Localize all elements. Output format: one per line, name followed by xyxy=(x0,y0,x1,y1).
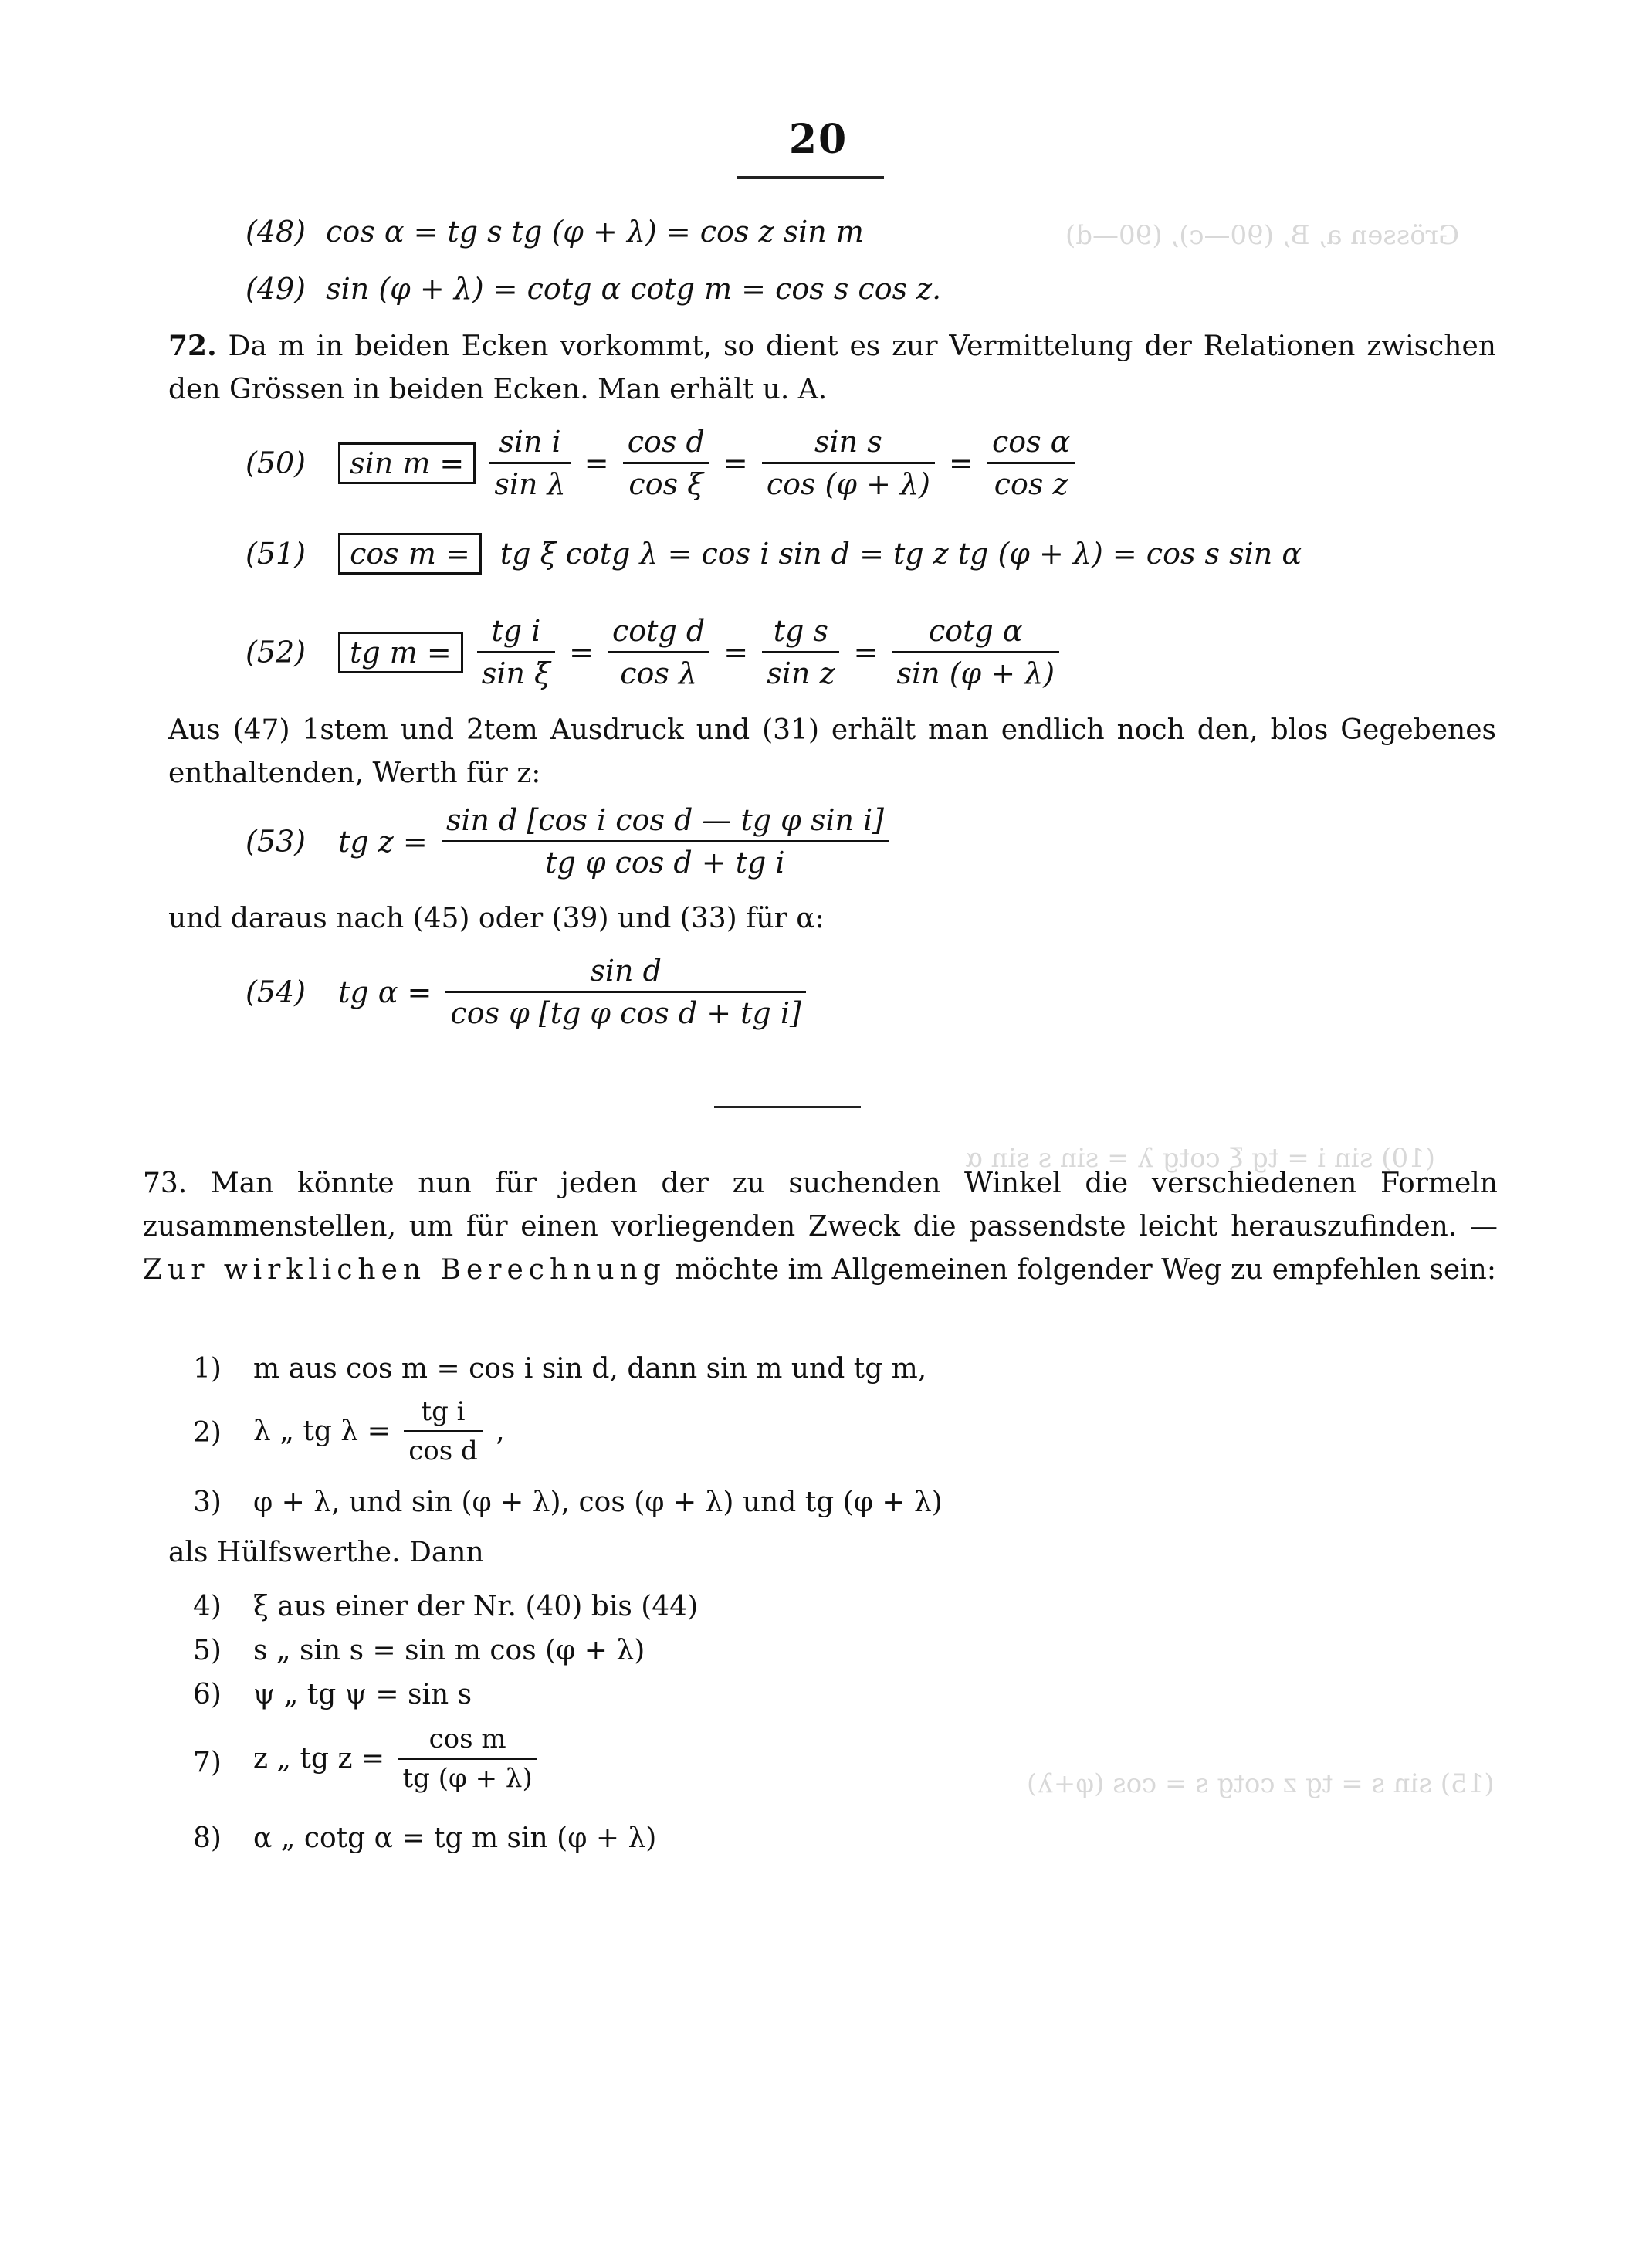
formula-lhs: tg α = xyxy=(338,975,432,1009)
formula-48 xyxy=(246,215,864,249)
section-73 xyxy=(143,1162,1498,1292)
fraction: $\frac{\text{cos d}}{\text{cos ξ}}$ xyxy=(623,425,709,501)
formula-number: (50) xyxy=(246,446,306,480)
bleed-through-text: Grössen a, B, (90—c), (90—d) xyxy=(1065,220,1460,251)
formula-number: (52) xyxy=(246,635,306,670)
fraction: $\frac{\text{sin d [cos i cos d — tg φ sin i]}}{\text{tg φ cos d + tg i}}$ xyxy=(442,803,889,880)
section-number: 73. xyxy=(143,1168,188,1199)
step-number: 8) xyxy=(193,1822,222,1854)
formula-body: sin (φ + λ) = cotg α cotg m = cos s cos z. xyxy=(326,272,942,306)
formula-number: (54) xyxy=(246,975,306,1009)
formula-lhs: tg z = xyxy=(338,824,428,859)
step-text: m aus cos m = cos i sin d, dann sin m und tg m, xyxy=(253,1353,927,1385)
section-text: möchte im Allgemeinen folgender Weg zu empfehlen sein: xyxy=(675,1254,1496,1286)
fraction: $\frac{\text{sin i}}{\text{sin λ}}$ xyxy=(489,425,570,501)
step-text: λ „ tg λ = $\frac{\text{tg i}}{\text{cos d}}$ , xyxy=(253,1396,505,1466)
paragraph-after-53: und daraus nach (45) oder (39) und (33) für α: xyxy=(168,903,825,934)
formula-number: (51) xyxy=(246,537,306,571)
bracket-term: tg m = xyxy=(338,632,463,673)
formula-body: tg ξ cotg λ = cos i sin d = tg z tg (φ + λ) = cos s sin α xyxy=(499,537,1302,571)
fraction: $\frac{\text{sin d}}{\text{cos φ [tg φ cos d + tg i]}}$ xyxy=(445,954,805,1030)
formula-number: (48) xyxy=(246,215,306,249)
formula-body: cos α = tg s tg (φ + λ) = cos z sin m xyxy=(326,215,864,249)
step-text: z „ tg z = $\frac{\text{cos m}}{tg (\varphi + \lambda)}$ xyxy=(253,1724,542,1794)
formula-51 xyxy=(246,533,1302,575)
fraction: $\frac{\text{tg s}}{\text{sin z}}$ xyxy=(762,614,839,690)
formula-50: (50) sin m = $\frac{\text{sin i}}{\text{sin λ}}$ = $\frac{\text{cos d}}{\text{cos ξ}}$ = $\frac{\text{sin s}}{\cos (\varphi + \lambda)}$ = $\frac{\text{cos α}}{\text{cos z}}$ xyxy=(246,425,1079,501)
step-number: 1) xyxy=(193,1353,222,1385)
fraction: $\frac{\text{sin s}}{\cos (\varphi + \lambda)}$ xyxy=(762,425,935,501)
paragraph-after-52: Aus (47) 1stem und 2tem Ausdruck und (31) erhält man endlich noch den, blos Gegebenes enthaltenden, Werth für z: xyxy=(168,714,1496,789)
section-number: 72. xyxy=(168,330,217,362)
bleed-through-text: (10) sin i = tg ξ cotg λ = sin s sin α xyxy=(965,1143,1436,1174)
section-72 xyxy=(168,324,1496,412)
formula-number: (53) xyxy=(246,824,306,859)
section-text: Da m in beiden Ecken vorkommt, so dient es zur Vermittelung der Relationen zwischen den Grössen in beiden Ecken. Man erhält u. A. xyxy=(168,331,1496,405)
step-number: 3) xyxy=(193,1487,222,1518)
bleed-through-text: (15) sin s = tg z cotg s = cos (φ+λ) xyxy=(1027,1768,1495,1799)
step-number: 7) xyxy=(193,1747,222,1778)
step-number: 4) xyxy=(193,1591,222,1622)
bracket-term: sin m = xyxy=(338,442,476,484)
bracket-term: cos m = xyxy=(338,533,482,575)
section-separator xyxy=(714,1106,861,1108)
page-number: 20 xyxy=(788,116,848,163)
formula-49 xyxy=(246,272,941,306)
step-number: 5) xyxy=(193,1635,222,1666)
step-text: α „ cotg α = tg m sin (φ + λ) xyxy=(253,1822,657,1854)
emphasis-text: Zur wirklichen Berechnung xyxy=(143,1254,666,1286)
fraction: $\frac{\text{tg i}}{\text{cos d}}$ xyxy=(404,1396,483,1466)
formula-54 xyxy=(246,954,811,1030)
fraction: $\frac{\text{cotg α}}{\sin (\varphi + \lambda)}$ xyxy=(892,614,1059,690)
fraction: $\frac{\text{cotg d}}{\text{cos λ}}$ xyxy=(608,614,709,690)
fraction: $\frac{\text{tg i}}{\text{sin ξ}}$ xyxy=(477,614,555,690)
fraction: $\frac{\text{cos α}}{\text{cos z}}$ xyxy=(987,425,1075,501)
formula-53 xyxy=(246,803,893,880)
step-text: als Hülfswerthe. Dann xyxy=(168,1537,484,1568)
step-text: s „ sin s = sin m cos (φ + λ) xyxy=(253,1635,645,1666)
formula-52: (52) tg m = $\frac{\text{tg i}}{\text{sin ξ}}$ = $\frac{\text{cotg d}}{\text{cos λ}}$ = $\frac{\text{tg s}}{\text{sin z}}$ = $\frac{\text{cotg α}}{\sin (\varphi + \lambda)}$ xyxy=(246,614,1064,690)
section-text: Man könnte nun für jeden der zu suchenden Winkel die verschiedenen Formeln zusammenstellen, um für einen vorliegenden Zweck die passendste leicht herauszufinden. — xyxy=(143,1168,1498,1242)
step-number: 2) xyxy=(193,1417,222,1449)
formula-number: (49) xyxy=(246,272,306,306)
step-number: 6) xyxy=(193,1679,222,1710)
fraction: $\frac{\text{cos m}}{tg (\varphi + \lambda)}$ xyxy=(398,1724,537,1794)
step-text: ξ aus einer der Nr. (40) bis (44) xyxy=(253,1591,699,1622)
step-text: φ + λ, und sin (φ + λ), cos (φ + λ) und tg (φ + λ) xyxy=(253,1487,943,1518)
step-text: ψ „ tg ψ = sin s xyxy=(253,1679,472,1710)
page-number-rule xyxy=(737,176,884,179)
